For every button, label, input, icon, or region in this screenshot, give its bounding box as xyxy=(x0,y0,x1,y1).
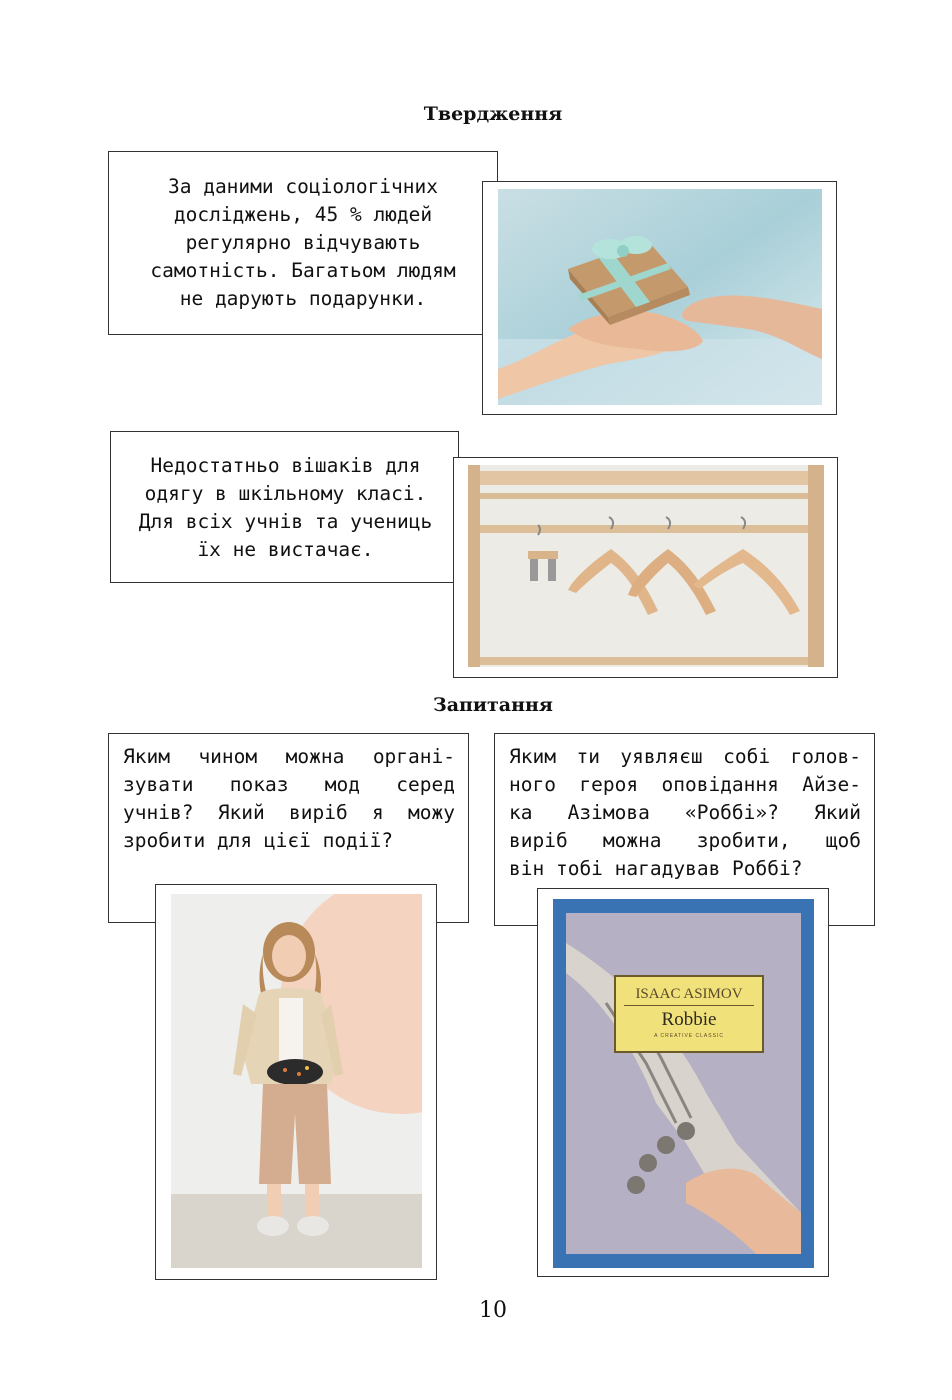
text-line: Яким ти уявляєш собі голов- xyxy=(509,745,861,768)
statements-heading: Твердження xyxy=(423,103,563,125)
text-line: ка Азімова «Роббі»? Який xyxy=(509,801,861,824)
text-line: ного героя оповідання Айзе- xyxy=(509,773,861,796)
text-line: За даними соціологічних xyxy=(167,175,439,198)
text-line: не дарують подарунки. xyxy=(179,287,427,310)
text-line: Недостатньо вішаків для xyxy=(150,454,421,477)
hangers-photo-frame xyxy=(453,457,838,678)
question-1-text xyxy=(123,743,455,855)
book-cover-art xyxy=(566,913,801,1254)
hangers-photo xyxy=(468,465,824,667)
statement-2-text xyxy=(117,452,454,564)
book-cover xyxy=(553,899,814,1268)
text-line: учнів? Який виріб я можу xyxy=(123,801,455,824)
text-line: їх не вистачає. xyxy=(197,538,374,561)
girl-photo xyxy=(171,894,422,1268)
text-line: зувати показ мод серед xyxy=(123,773,455,796)
gift-photo xyxy=(498,189,822,405)
text-line: Для всіх учнів та учениць xyxy=(138,510,433,533)
text-line: самотність. Багатьом людям xyxy=(150,259,456,282)
book-author: ISAAC ASIMOV xyxy=(624,986,754,1006)
text-line: виріб можна зробити, щоб xyxy=(509,829,861,852)
statement-1-text xyxy=(117,173,489,313)
text-line: Яким чином можна органі- xyxy=(123,745,455,768)
page-number: 10 xyxy=(479,1298,507,1323)
book-title: Robbie xyxy=(661,1009,717,1030)
book-title-plate xyxy=(614,975,764,1053)
text-line: він тобі нагадував Роббі? xyxy=(509,857,803,880)
statement-box-2 xyxy=(110,431,459,583)
book-photo-frame xyxy=(537,888,829,1277)
text-line: досліджень, 45 % людей xyxy=(173,203,433,226)
girl-photo-frame xyxy=(155,884,437,1280)
gift-photo-frame xyxy=(482,181,837,415)
text-line: регулярно відчувають xyxy=(185,231,421,254)
question-2-text xyxy=(509,743,861,883)
questions-heading: Запитання xyxy=(433,694,553,716)
text-line: зробити для цієї події? xyxy=(123,829,394,852)
book-series: A CREATIVE CLASSIC xyxy=(654,1033,724,1039)
text-line: одягу в шкільному класі. xyxy=(144,482,427,505)
statement-box-1 xyxy=(108,151,498,335)
